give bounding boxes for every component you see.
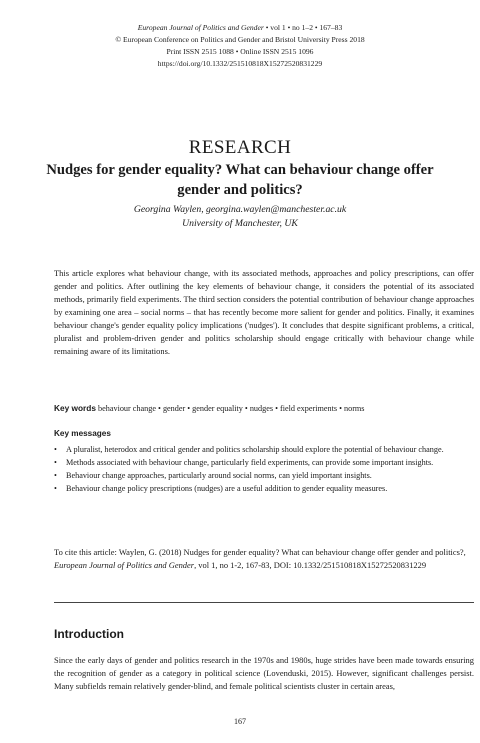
copyright-line: © European Conference on Politics and Gender and Bristol University Press 2018 (115, 35, 365, 44)
citation-journal: European Journal of Politics and Gender (54, 560, 195, 570)
keywords: behaviour change • gender • gender equality • nudges • field experiments • norms (98, 404, 365, 413)
issn-line: Print ISSN 2515 1088 • Online ISSN 2515 1096 (166, 47, 314, 56)
key-message-text: A pluralist, heterodox and critical gender and politics scholarship should explore the potential of behaviour change. (66, 445, 444, 454)
keywords-label: Key words (54, 403, 96, 413)
intro-paragraph: Since the early days of gender and politics research in the 1970s and 1980s, huge strides have been made towards ensuring the recognition of gender as a category in political science (Lovenduski, 2015). However, significant challenges persist. Many subfields remain relatively gender-blind, and female political scientists cluster in certain areas, (54, 655, 474, 692)
key-messages-heading: Key messages (54, 429, 111, 438)
author-block (0, 203, 480, 230)
key-message-item (54, 470, 474, 482)
key-message-item (54, 457, 474, 469)
keywords-line (54, 403, 474, 413)
key-message-text: Behaviour change approaches, particularly around social norms, can yield important insights. (66, 471, 372, 480)
citation-prefix: To cite this article: Waylen, G. (2018) Nudges for gender equality? What can behaviour change offer gender and politics?, (54, 547, 466, 557)
key-message-item (54, 444, 474, 456)
section-label: RESEARCH (188, 137, 292, 158)
author-line: Georgina Waylen, georgina.waylen@manchester.ac.uk (133, 204, 347, 215)
bullet: • (54, 471, 57, 480)
bullet: • (54, 445, 57, 454)
journal-meta: • vol 1 • no 1–2 • 167–83 (263, 23, 343, 32)
key-messages-list (54, 444, 474, 496)
key-message-text: Behaviour change policy prescriptions (nudges) are a useful addition to gender equality measures. (66, 484, 388, 493)
doi-link[interactable]: https://doi.org/10.1332/251510818X15272520831229 (157, 59, 323, 68)
abstract: This article explores what behaviour change, with its associated methods, approaches and policy prescriptions, can offer gender and politics. After outlining the key elements of behaviour change, it considers the potential of its associated methods, primarily field experiments. The third section considers the potential contribution of behaviour change approaches by examining one area – social norms – that has recently become more salient for gender and politics. Finally, it examines behaviour change's gender equality policy implications ('nudges'). It concludes that despite significant problems, a critical, pluralist and problem-driven gender and politics scholarship should engage critically with behaviour change while remaining aware of its limitations. (54, 268, 474, 357)
citation-suffix: , vol 1, no 1-2, 167-83, DOI: 10.1332/251510818X15272520831229 (194, 560, 427, 570)
bullet: • (54, 458, 57, 467)
journal-name: European Journal of Politics and Gender (137, 23, 264, 32)
affiliation: University of Manchester, UK (182, 217, 298, 229)
intro-heading: Introduction (54, 627, 124, 641)
divider (54, 602, 474, 603)
citation (54, 546, 474, 572)
page-number: 167 (234, 717, 246, 726)
key-message-item (54, 483, 474, 495)
bullet: • (54, 484, 57, 493)
journal-line (0, 22, 480, 33)
key-message-text: Methods associated with behaviour change, particularly field experiments, can provide some important insights. (66, 458, 434, 467)
article-title: Nudges for gender equality? What can behaviour change offer gender and politics? (46, 162, 434, 198)
